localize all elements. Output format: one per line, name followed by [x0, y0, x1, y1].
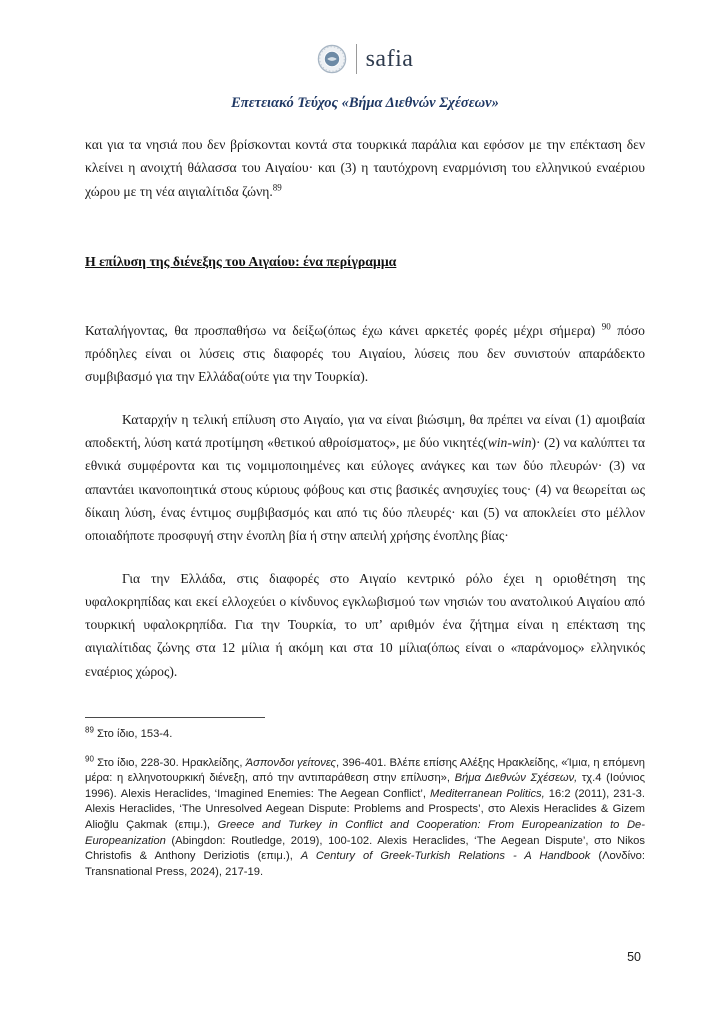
paragraph-4: Για την Ελλάδα, στις διαφορές στο Αιγαίο κεντρικό ρόλο έχει η οριοθέτηση της υφαλοκρηπίδας και εκεί ελλοχεύει ο κίνδυνος εγκλωβισμού των νησιών του ανατολικού Αιγαίου από τουρκική υφαλοκρηπίδα. Για την Τουρκία, το υπ’ αριθμόν ένα ζήτημα είναι η επέκταση της αιγιαλίτιδας ζώνης στα 12 μίλια ή ακόμη και στα 10 μίλια(όπως είναι ο «παράνομος» ελληνικός εναέριος χώρος).	[85, 570, 645, 679]
footnote-89-text: Στο ίδιο, 153-4.	[97, 728, 173, 741]
paragraph-2-text-pre: Καταλήγοντας, θα προσπαθήσω να δείξω(όπως έχω κάνει αρκετές φορές μέχρι σήμερα)	[85, 322, 596, 338]
page-number: 50	[627, 950, 641, 964]
paragraph-3-italic: win-win	[487, 435, 532, 451]
footnote-90-marker: 90	[85, 753, 94, 763]
section-heading: Η επίλυση της διένεξης του Αιγαίου: ένα περίγραμμα	[85, 253, 397, 269]
paragraph-1-text: και για τα νησιά που δεν βρίσκονται κοντά στα τουρκικά παράλια και εφόσον με την επέκταση δεν κλείνει η ανοιχτή θάλασσα του Αιγαίου· και (3) η ταυτόχρονη εναρμόνιση του ελληνικού εναέριου χώρου με τη νέα αιγιαλίτιδα ζώνη.	[85, 137, 645, 199]
footnote-separator	[85, 717, 265, 718]
logo	[85, 44, 645, 74]
footnote-90	[85, 753, 645, 881]
safia-seal-icon	[317, 44, 347, 74]
logo-divider	[356, 44, 357, 74]
logo-text: safia	[365, 45, 414, 72]
paragraph-1	[85, 133, 645, 203]
footnote-89	[85, 727, 645, 743]
paragraph-2	[85, 319, 645, 389]
footnote-ref-89: 89	[272, 182, 282, 193]
paragraph-3-text-1: Καταρχήν η τελική επίλυση στο Αιγαίο, για να είναι βιώσιμη, θα πρέπει να είναι (1) αμοιβαία αποδεκτή, λύση κατά προτίμηση «θετικού αθροίσματος», με δύο νικητές(	[85, 411, 645, 451]
paragraph-2-text-post: πόσο πρόδηλες είναι οι λύσεις στις διαφορές του Αιγαίου, λύσεις που δεν συνιστούν απαράδεκτο συμβιβασμό για την Ελλάδα(ούτε για την Τουρκία).	[85, 322, 645, 385]
footnote-ref-90: 90	[601, 321, 611, 332]
footnote-90-text: Στο ίδιο, 228-30. Ηρακλείδης, Άσπονδοι γείτονες, 396-401. Βλέπε επίσης Αλέξης Ηρακλείδης, «Ίμια, η επόμενη μέρα: η ελληνοτουρκική διένεξη, από την αντιπαράθεση στην επίλυση», Βήμα Διεθνών Σχέσεων, τχ.4 (Ιούνιος 1996). Alexis Heraclides, ‘Imagined Enemies: The Aegean Conflict’, Mediterranean Politics, 16:2 (2011), 231-3. Alexis Heraclides, ‘The Unresolved Aegean Dispute: Problems and Prospects’, στο Alexis Heraclides & Gizem Alioğlu Çakmak (επιμ.), Greece and Turkey in Conflict and Cooperation: From Europeanization to De-Europeanization (Abingdon: Routledge, 2019), 100-102. Alexis Heraclides, ‘The Aegean Dispute’, στο Nikos Christofis & Anthony Deriziotis (επιμ.), A Century of Greek-Turkish Relations - A Handbook (Λονδίνο: Transnational Press, 2024), 217-19.	[85, 756, 645, 878]
paragraph-3-text-2: )· (2) να καλύπτει τα εθνικά συμφέροντα και τις νομιμοποιημένες και εύλογες ανάγκες και των δύο πλευρών· (3) να απαντάει ικανοποιητικά στους κύριους φόβους και στις βασικές ανησυχίες τους· (4) να θεωρείται ως δίκαιη λύση, ένας έντιμος συμβιβασμός και από τις δύο πλευρές· και (5) να αποκλείει στο μέλλον οποιαδήποτε προσφυγή στην ένοπλη βία ή στην απειλή χρήσης ένοπλης βίας·	[85, 435, 645, 544]
paragraph-3	[85, 408, 645, 548]
journal-title: Επετειακό Τεύχος «Βήμα Διεθνών Σχέσεων»	[231, 95, 499, 111]
footnotes-section	[85, 717, 645, 880]
footnote-89-marker: 89	[85, 725, 94, 735]
